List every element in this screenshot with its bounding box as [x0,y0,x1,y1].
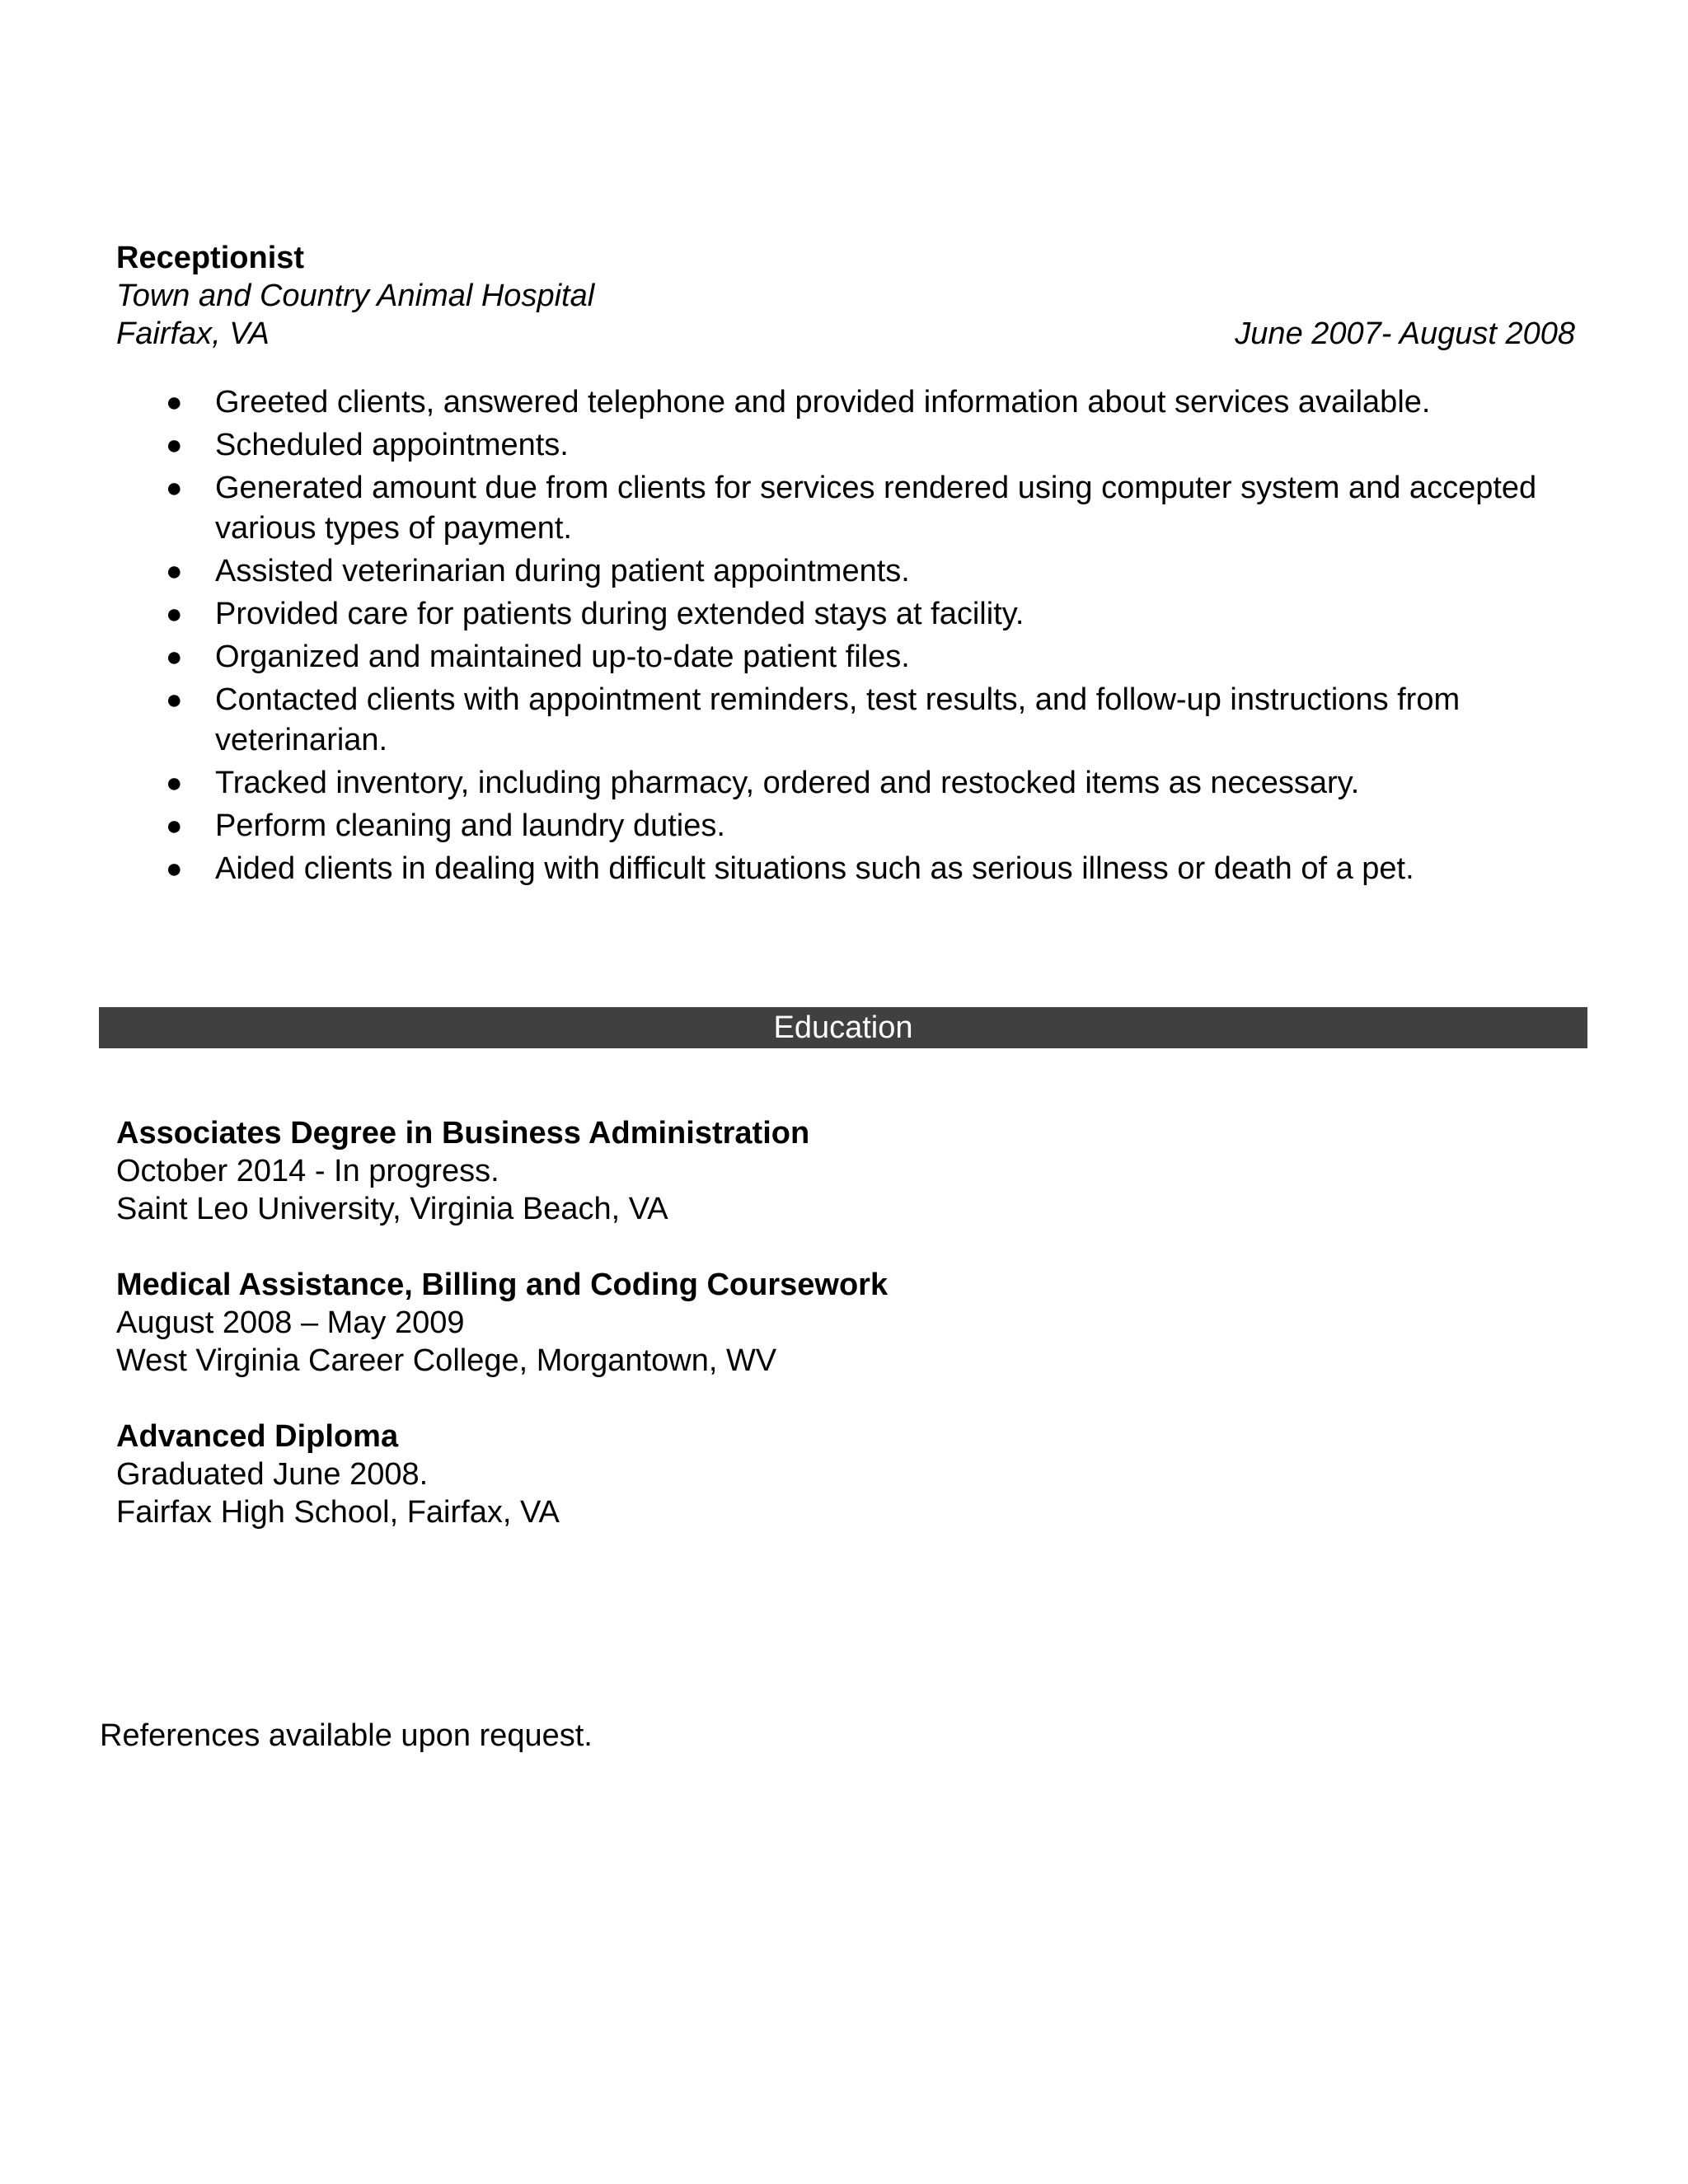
bullet-icon: ● [166,429,183,461]
education-list [116,1114,1517,1569]
duty-text: Organized and maintained up-to-date patient files. [215,640,910,674]
duty-item [116,680,1575,761]
school-name: Saint Leo University, Virginia Beach, VA [116,1192,668,1226]
duty-item [116,806,1575,846]
education-dates: August 2008 – May 2009 [116,1305,465,1340]
references-note: References available upon request. [100,1718,593,1753]
degree-title: Medical Assistance, Billing and Coding Coursework [116,1268,889,1302]
bullet-icon: ● [166,853,183,884]
duty-text: Provided care for patients during extended stays at facility. [215,597,1025,631]
duty-text: Generated amount due from clients for services rendered using computer system and accepted various types of payment. [215,471,1537,546]
education-entry [116,1418,1517,1531]
school-name: West Virginia Career College, Morgantown, WV [116,1343,777,1378]
bullet-icon: ● [166,810,183,841]
duty-item [116,468,1575,549]
duty-item [116,763,1575,804]
duty-text: Scheduled appointments. [215,428,569,462]
duty-text: Assisted veterinarian during patient appointments. [215,554,910,588]
duty-item [116,849,1575,889]
job-entry [116,239,1575,892]
duty-item [116,637,1575,677]
education-dates: Graduated June 2008. [116,1457,429,1492]
bullet-icon: ● [166,684,183,715]
job-title: Receptionist [116,241,305,275]
education-entry [116,1266,1517,1380]
duty-text: Tracked inventory, including pharmacy, ordered and restocked items as necessary. [215,766,1360,800]
education-entry [116,1114,1517,1228]
duty-item [116,551,1575,592]
degree-title: Associates Degree in Business Administration [116,1116,810,1151]
duty-text: Contacted clients with appointment reminders, test results, and follow-up instructions from veterinarian. [215,682,1461,757]
school-name: Fairfax High School, Fairfax, VA [116,1495,560,1530]
employer-name: Town and Country Animal Hospital [116,279,595,313]
duty-item [116,382,1575,423]
job-location-row [116,315,1575,353]
bullet-icon: ● [166,472,183,504]
duty-text: Aided clients in dealing with difficult situations such as serious illness or death of a pet. [215,851,1414,886]
duty-item [116,594,1575,635]
bullet-icon: ● [166,387,183,418]
bullet-icon: ● [166,598,183,630]
job-dates: June 2007- August 2008 [1235,316,1575,351]
degree-title: Advanced Diploma [116,1419,399,1454]
duty-text: Perform cleaning and laundry duties. [215,808,725,843]
bullet-icon: ● [166,555,183,587]
job-location: Fairfax, VA [116,316,270,351]
bullet-icon: ● [166,767,183,799]
duty-text: Greeted clients, answered telephone and provided information about services available. [215,385,1431,419]
duties-list [116,382,1575,889]
duty-item [116,425,1575,466]
education-section-heading: Education [99,1007,1587,1048]
bullet-icon: ● [166,641,183,673]
education-dates: October 2014 - In progress. [116,1154,499,1188]
